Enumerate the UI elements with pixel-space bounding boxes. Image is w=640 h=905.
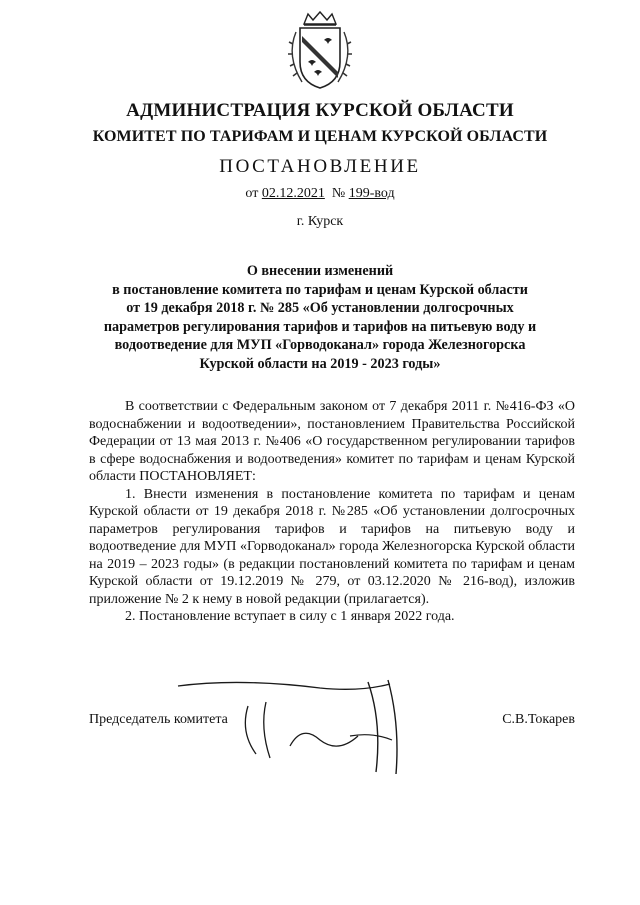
- title-line: от 19 декабря 2018 г. № 285 «Об установлении долгосрочных: [126, 300, 514, 316]
- document-date: 02.12.2021: [261, 186, 325, 201]
- document-date-number: [0, 186, 640, 202]
- title-line: Курской области на 2019 - 2023 годы»: [199, 355, 441, 372]
- document-title: [0, 262, 640, 373]
- title-line: в постановление комитета по тарифам и ценам Курской области: [112, 281, 528, 298]
- body-paragraph: 2. Постановление вступает в силу с 1 января 2022 года.: [125, 609, 455, 624]
- document-type: ПОСТАНОВЛЕНИЕ: [219, 156, 421, 177]
- date-prefix: от: [245, 186, 259, 201]
- signer-name: С.В.Токарев: [502, 712, 575, 727]
- title-line: параметров регулирования тарифов и тарифов на питьевую воду и: [103, 318, 537, 335]
- title-line: водоотведение для МУП «Горводоканал» города Железногорска: [114, 337, 526, 353]
- body-paragraph: 1. Внести изменения в постановление комитета по тарифам и ценам Курской области от 19 декабря 2018 г. №285 «Об установлении долгосрочных параметров регулирования тарифов и тарифов на питьевую воду и водоотведение для МУП «Горводоканал» города Железногорска Курской области на 2019 – 2023 годы» (в редакции постановлений комитета по тарифам и ценам Курской области от 19.12.2019 № 279, от 03.12.2020 № 216-вод), изложив приложение № 2 к нему в новой редакции (прилагается).: [89, 486, 575, 607]
- org-primary-title: АДМИНИСТРАЦИЯ КУРСКОЙ ОБЛАСТИ: [126, 100, 514, 121]
- document-city: г. Курск: [296, 214, 344, 229]
- body-paragraph: В соответствии с Федеральным законом от 7 декабря 2011 г. №416-ФЗ «О водоснабжении и водоотведении», постановлением Правительства Российской Федерации от 13 мая 2013 г. №406 «О государственном регулировании тарифов в сфере водоснабжения и водоотведения» комитет по тарифам и ценам Курской области ПОСТАНОВЛЯЕТ:: [89, 399, 575, 484]
- document-body: [89, 398, 575, 626]
- number-prefix: №: [331, 186, 346, 201]
- org-secondary-title: КОМИТЕТ ПО ТАРИФАМ И ЦЕНАМ КУРСКОЙ ОБЛАСТИ: [92, 128, 548, 145]
- signer-position: Председатель комитета: [89, 712, 228, 727]
- document-number: 199-вод: [348, 186, 395, 201]
- title-line: О внесении изменений: [246, 263, 394, 279]
- kursk-coat-of-arms-icon: [280, 10, 360, 90]
